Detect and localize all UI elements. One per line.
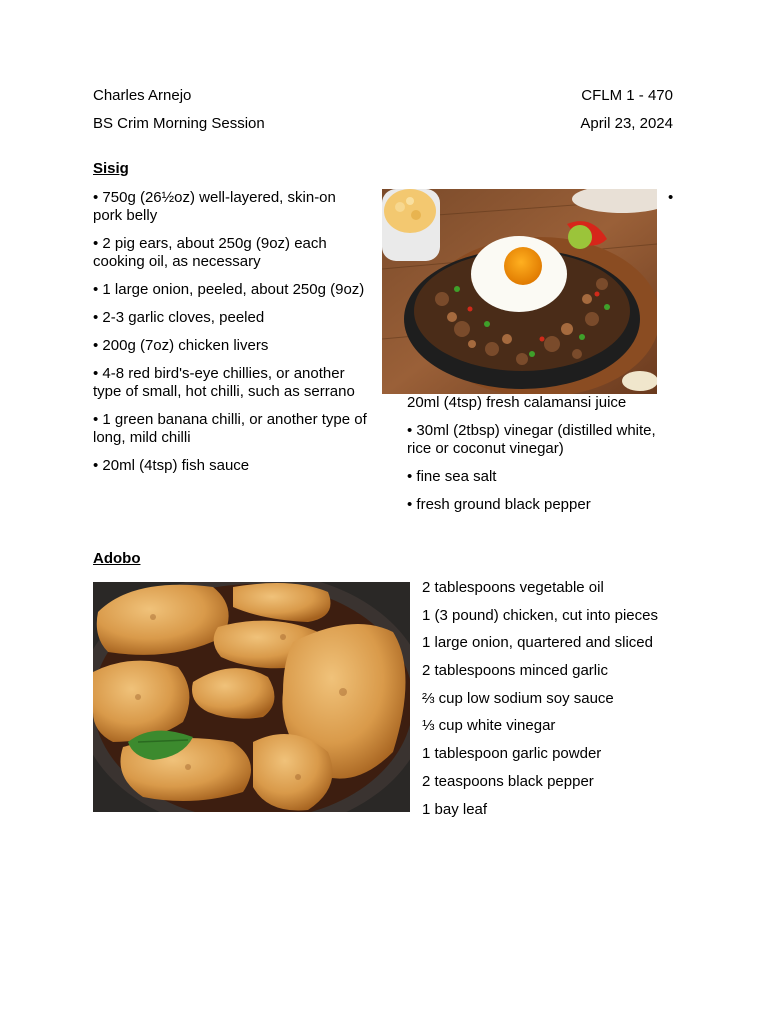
- sisig-photo-icon: [382, 189, 657, 394]
- list-item: 2 tablespoons minced garlic: [422, 662, 608, 680]
- adobo-ingredients: [422, 579, 722, 828]
- list-item: 1 (3 pound) chicken, cut into pieces: [422, 606, 658, 624]
- sisig-title: Sisig: [93, 160, 129, 177]
- list-item: • fresh ground black pepper: [407, 496, 591, 513]
- course-code: CFLM 1 - 470: [581, 87, 673, 104]
- list-item: • 750g (26½oz) well-layered, skin-on pork belly: [93, 189, 336, 224]
- adobo-photo-icon: [93, 582, 410, 812]
- list-item: 1 large onion, quartered and sliced: [422, 634, 653, 652]
- list-item: • 2-3 garlic cloves, peeled: [93, 309, 265, 326]
- list-item: • 30ml (2tbsp) vinegar (distilled white, rice or coconut vinegar): [407, 422, 656, 457]
- list-item: • 200g (7oz) chicken livers: [93, 337, 269, 354]
- sisig-ingredients-left: [93, 189, 368, 485]
- sisig-photo: [382, 189, 657, 394]
- list-item: • 20ml (4tsp) fish sauce: [93, 457, 250, 474]
- list-item: • 4-8 red bird's-eye chillies, or another type of small, hot chilli, such as serrano: [93, 365, 355, 400]
- list-item: 2 teaspoons black pepper: [422, 772, 594, 790]
- list-item: 1 tablespoon garlic powder: [422, 745, 602, 763]
- student-name: Charles Arnejo: [93, 87, 192, 104]
- adobo-title: Adobo: [93, 550, 141, 567]
- list-item: • 2 pig ears, about 250g (9oz) each cooking oil, as necessary: [93, 235, 327, 270]
- list-item: • 1 large onion, peeled, about 250g (9oz): [93, 281, 365, 298]
- list-item: • fine sea salt: [407, 468, 497, 485]
- right-bullet: •: [668, 189, 674, 206]
- list-item: 20ml (4tsp) fresh calamansi juice: [407, 394, 627, 411]
- list-item: 1 bay leaf: [422, 800, 488, 818]
- sisig-ingredients-right: [407, 394, 677, 524]
- adobo-photo: [93, 582, 410, 812]
- date-label: April 23, 2024: [580, 115, 673, 132]
- list-item: ⅓ cup white vinegar: [422, 717, 556, 735]
- list-item: ⅔ cup low sodium soy sauce: [422, 689, 614, 707]
- list-item: • 1 green banana chilli, or another type of long, mild chilli: [93, 411, 367, 446]
- list-item: 2 tablespoons vegetable oil: [422, 579, 604, 596]
- session-label: BS Crim Morning Session: [93, 115, 265, 132]
